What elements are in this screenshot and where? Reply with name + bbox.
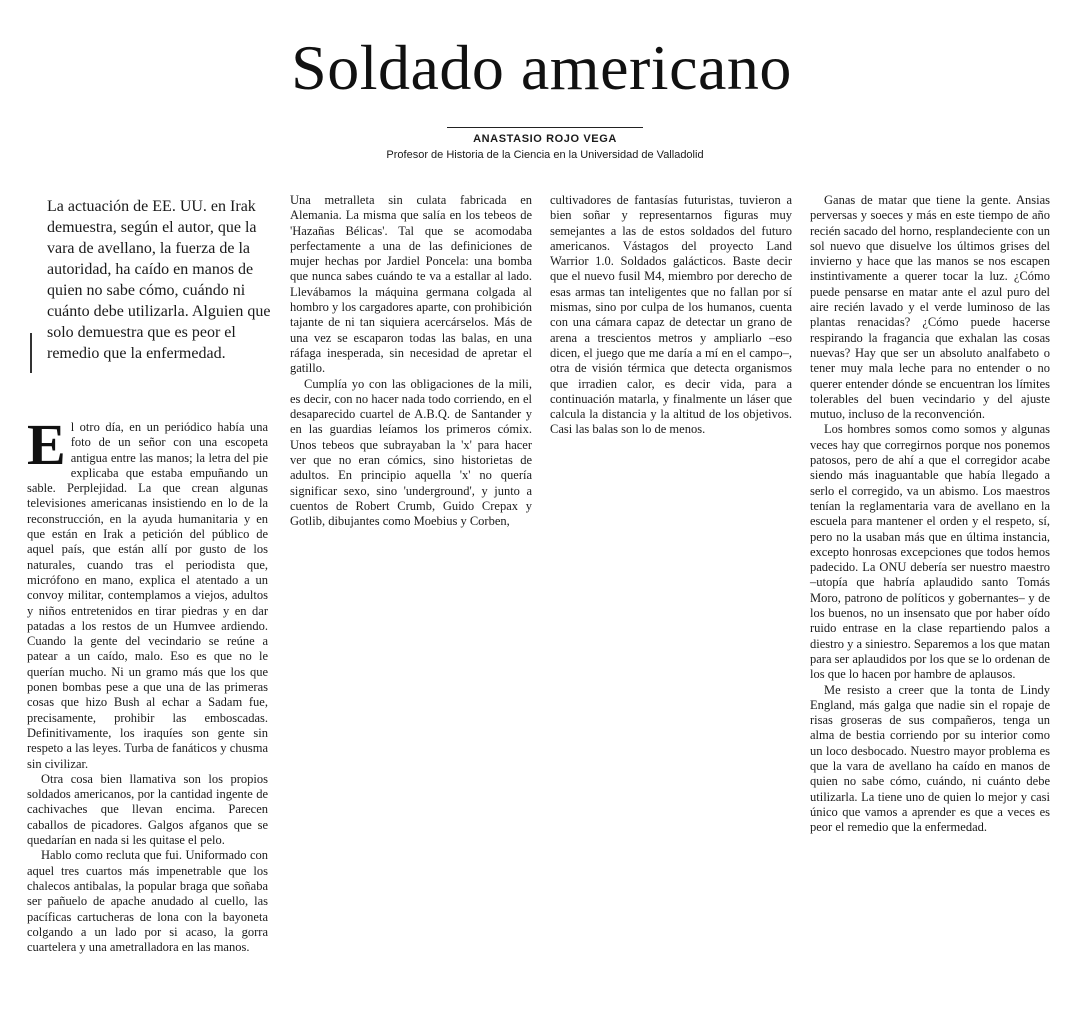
headline: Soldado americano [291,32,792,103]
lead-summary: La actuación de EE. UU. en Irak demuestra, según el autor, que la vara de avellano, la fuerza de la autoridad, ha caído en manos de quien no sabe cómo, cuándo ni cuánto debe utilizarla. Alguien que solo demuestra que es peor el remedio que la enfermedad. [47,198,271,362]
author-name: ANASTASIO ROJO VEGA [473,133,617,145]
paragraph-2: Otra cosa bien llamativa son los propios soldados americanos, por la cantidad ingente de cachivaches que llevan encima. Parecen caballos de picadores. Galgos afganos que se quedarían en nada si les quitase el pelo. [27,771,268,848]
paragraph-1 [27,412,268,772]
author-affiliation: Profesor de Historia de la Ciencia en la Universidad de Valladolid [386,149,704,161]
paragraph-6: Los hombres somos como somos y algunas veces hay que corregirnos porque nos ponemos patosos, pero de ahí a que el corregidor acabe siendo más inaguantable que había llegado a serlo el corregido, va un abismo. Los maestros tenían la reglamentaria vara de avellano en la escuela para mantener el orden y el respeto, sí, pero no la usaban más que en última instancia, excepto honrosas excepciones que todos hemos padecido. La ONU debería ser nuestro maestro –utopía que habría aplaudido santo Tomás Moro, patrono de políticos y gobernantes– y de los buenos, no un insensato que por haber oído ruido entrase en la clase repartiendo palos a diestro y a siniestro. Separemos a los que matan para ser aplaudidos por los que se lo ordenan de los que lo hacen por hambre de aplausos. [810,422,1050,682]
paragraph-4-cont: cultivadores de fantasías futuristas, tuvieron a bien soñar y representarnos figuras muy semejantes a las de estos soldados del futuro americanos. Vástagos del proyecto Land Warrior 1.0. Soldados galácticos. Baste decir que el nuevo fusil M4, miembro por derecho de esas armas tan inteligentes que no fallan por sí mismas, sino por culpa de los humanos, cuenta con una cámara capaz de detectar un grano de arena a trescientos metros y ampliarlo –eso dicen, el juego que me daría a mí en el campo–, otra de visión térmica que detecta organismos que irradien calor, es decir vida, para a continuación matarla, y finalmente un láser que calcula la distancia y la altitud de los objetivos. Casi las balas son lo de menos. [550,193,792,437]
column-4 [810,193,1050,835]
lead-bar [30,333,32,373]
column-3 [550,193,792,438]
byline-rule [447,127,643,128]
drop-cap: E [27,412,66,477]
paragraph-5: Ganas de matar que tiene la gente. Ansias perversas y soeces y más en este tiempo de año recién sacado del horno, resplandeciente con un sol nuevo que disuelve los últimos grises del invierno y hace que las manos se nos escapen instintivamente a querer tocar la luz. ¿Cómo puede pensarse en matar ante el azul puro del aire recién lavado y el verde luminoso de las plantas renacidas? ¿Cómo puede hacerse respirando la fragancia que exhalan las cosas nuevas? Hay que ser un absoluto analfabeto o tener muy mala leche para no entender o no querer entender dónde se encuentran los límites tolerables del buen vecindario y del ajuste mutuo, incluso de la reconvención. [810,193,1050,422]
column-2 [290,193,532,530]
column-1 [27,412,268,955]
paragraph-1-text: l otro día, en un periódico había una foto de un señor con una escopeta antigua entre las manos; la letra del pie explicaba que estaba empuñando un sable. Perplejidad. La que crean algunas televisiones americanas insistiendo en lo de la reconstrucción, en la ayuda humanitaria y en que están en Irak a petición del público de aquel país, que están allí por gusto de los naturales, cuando tras el periodista que, micrófono en mano, explica el atentado a un convoy militar, contemplamos a viejos, adultos y niños entretenidos en tirar piedras y en dar patadas a los restos de un Humvee ardiendo. Cuando la gente del vecindario se reúne a patear a un caído, malo. Eso es que no le querían mucho. Ni un gramo más que los que ponen bombas pese a que una de las primeras cosas que hizo Bush al echar a Sadam fue, precisamente, prohibir las emboscadas. Definitivamente, los iraquíes son gente sin respeto a las leyes. Turba de fanáticos y chusma sin civilizar. [27,420,268,771]
paragraph-4: Cumplía yo con las obligaciones de la mili, es decir, con no hacer nada todo corriendo, en el desaparecido cuartel de A.B.Q. de Santander y en las guardias leíamos los primeros cómix. Unos tebeos que subrayaban la 'x' para hacer ver que no eran cómics, sino historietas de adultos. En principio aquella 'x' no quería significar sexo, sino 'underground', y junto a cuentos de Robert Crumb, Guido Crepax y Gotlib, dibujantes como Moebius y Corben, [290,376,532,529]
paragraph-3-start: Hablo como recluta que fui. Uniformado con aquel tres cuartos más impenetrable que los chalecos antibalas, la popular braga que soñaba ser pañuelo de apache anudado al cuello, las pacíficas cartucheras de lona con la bayoneta colgando a un lado por si acaso, la gorra cuartelera y una ametralladora en las manos. [27,848,268,955]
paragraph-7: Me resisto a creer que la tonta de Lindy England, más galga que nadie sin el ropaje de risas groseras de sus compañeros, tenga un alma de bestia corriendo por su interior como un loco desbocado. Nuestro mayor problema es que la vara de avellano ha caído en manos de quien no sabe cómo, cuándo, ni cuánto debe utilizarla. La tiene uno de quien lo mejor y casi único que vamos a aprender es que a veces es peor el remedio que la enfermedad. [810,682,1050,835]
paragraph-3-cont: Una metralleta sin culata fabricada en Alemania. La misma que salía en los tebeos de 'Hazañas Bélicas'. Tal que se acomodaba perfectamente a una de las definiciones de mujer hechas por Jardiel Poncela: una bomba que nunca sabes cuándo te va a estallar al lado. Llevábamos la máquina germana colgada al hombro y los cargadores aparte, con prohibición tajante de ni tan siquiera acercárselos. Más de una vez se escaparon todas las balas, en una ráfaga inesperada, sin necesidad de apretar el gatillo. [290,193,532,376]
